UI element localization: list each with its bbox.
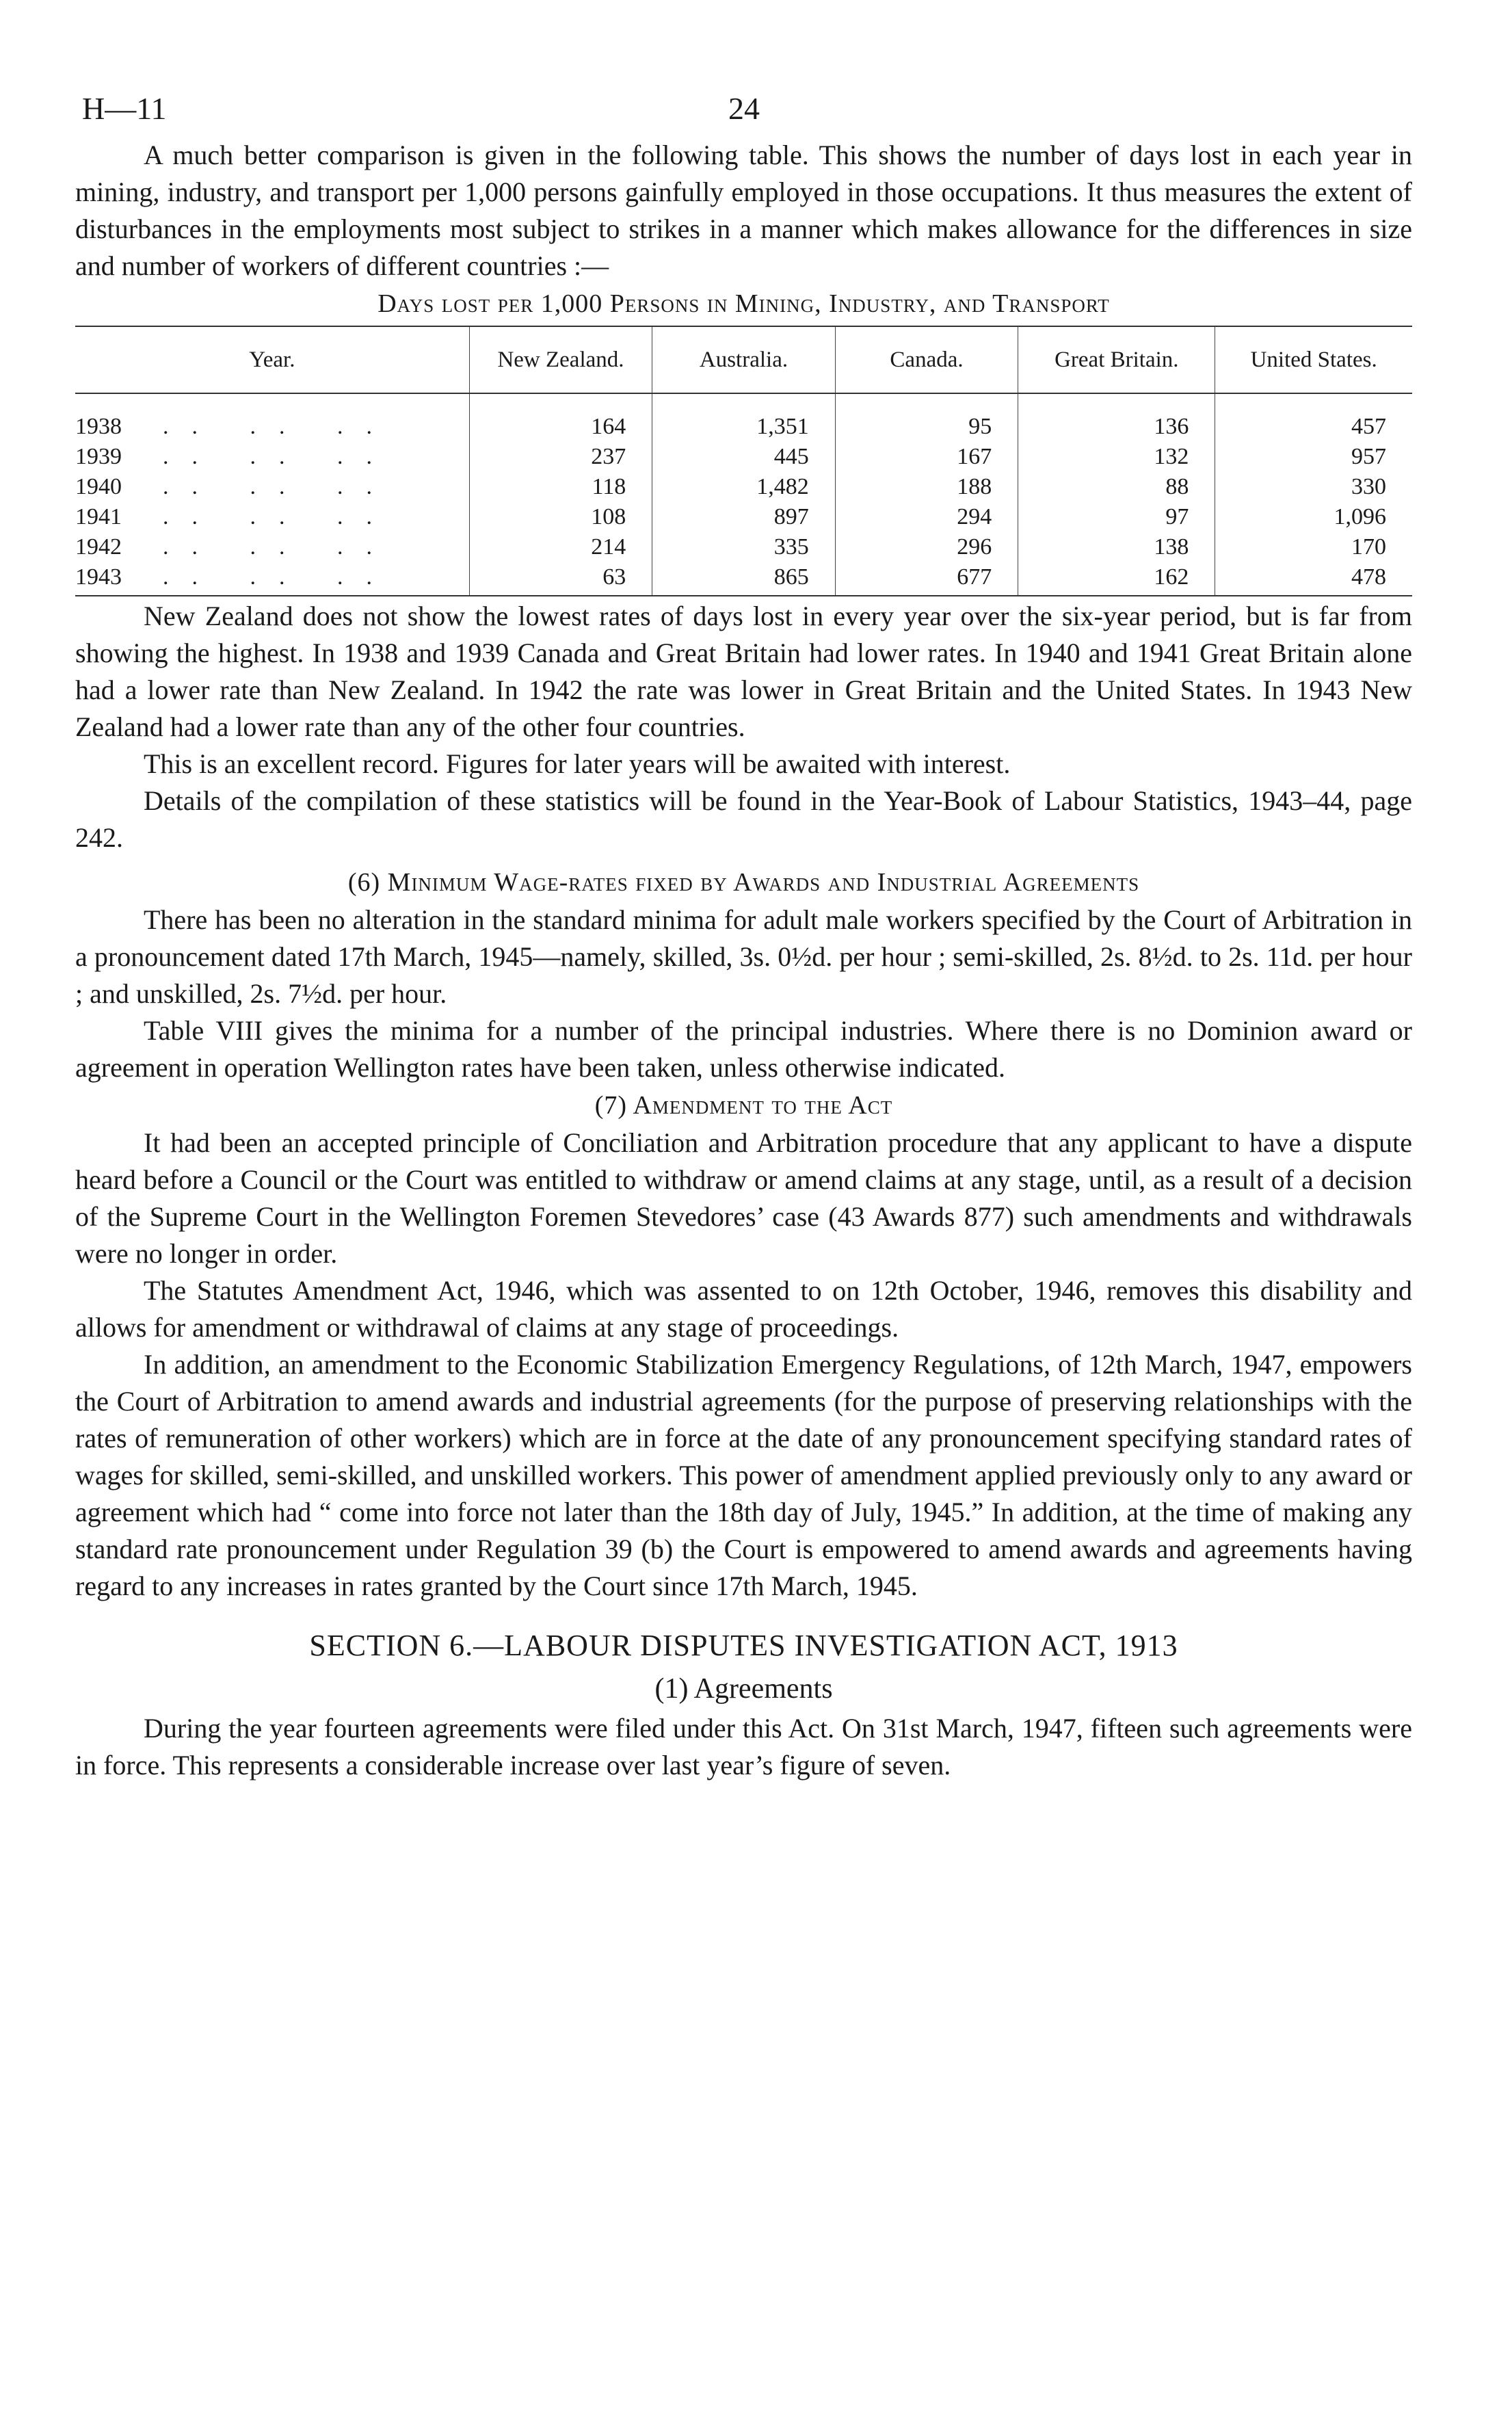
year-cell — [75, 562, 469, 596]
can-cell: 188 — [835, 472, 1018, 502]
nz-cell: 214 — [469, 532, 652, 562]
page-number: 24 — [728, 91, 760, 126]
year-value: 1938 — [75, 414, 122, 439]
aus-cell: 335 — [652, 532, 836, 562]
year-cell — [75, 393, 469, 442]
year-value: 1942 — [75, 534, 122, 560]
heading-amendment-to-act: (7) Amendment to the Act — [594, 1091, 893, 1120]
col-australia: Australia. — [652, 326, 836, 393]
body-paragraph: There has been no alteration in the standard minima for adult male workers specified by the Court of Arbitration in a pronouncement dated 17th March, 1945—namely, skilled, 3s. 0½d. per hour ; semi-skilled, 2s. 8½d. to 2s. 11d. per hour ; and unskilled, 2s. 7½d. per hour. — [75, 904, 1412, 1009]
us-cell: 478 — [1215, 562, 1412, 596]
nz-cell: 237 — [469, 442, 652, 472]
gb-cell: 97 — [1018, 502, 1215, 532]
body-paragraph: During the year fourteen agreements were filed under this Act. On 31st March, 1947, fifteen such agreements were in force. This represents a considerable increase over last year’s figure of seven. — [75, 1713, 1412, 1780]
dot-leader: .. .. .. — [163, 444, 395, 469]
col-new-zealand: New Zealand. — [469, 326, 652, 393]
body-paragraph: Table VIII gives the minima for a number of the principal industries. Where there is no Dominion award or agreement in operation Wellington rates have been taken, unless otherwise indicated. — [75, 1015, 1412, 1083]
nz-cell: 63 — [469, 562, 652, 596]
table-title: Days lost per 1,000 Persons in Mining, Industry, and Transport — [377, 289, 1110, 318]
aus-cell: 897 — [652, 502, 836, 532]
body-paragraph: In addition, an amendment to the Economic Stabilization Emergency Regulations, of 12th March, 1947, empowers the Court of Arbitration to amend awards and industrial agreements (for the purpose of preserving relationships with the rates of remuneration of other workers) which are in force at the date of any pronouncement specifying standard rates of wages for skilled, semi-skilled, and unskilled workers. This power of amendment applied previously only to any award or agreement which had “ come into force not later than the 18th day of July, 1945.” In addition, at the time of making any standard rate pronouncement under Regulation 39 (b) the Court is empowered to amend awards and agreements having regard to any increases in rates granted by the Court since 17th March, 1945. — [75, 1349, 1412, 1601]
year-cell — [75, 442, 469, 472]
can-cell: 677 — [835, 562, 1018, 596]
col-year: Year. — [75, 326, 469, 393]
dot-leader: .. .. .. — [163, 564, 395, 590]
body-paragraph: This is an excellent record. Figures for later years will be awaited with interest. — [144, 748, 1011, 779]
table-row — [75, 393, 1412, 442]
aus-cell: 445 — [652, 442, 836, 472]
table-row — [75, 442, 1412, 472]
table-row — [75, 502, 1412, 532]
year-value: 1943 — [75, 564, 122, 590]
aus-cell: 1,351 — [652, 393, 836, 442]
can-cell: 294 — [835, 502, 1018, 532]
section-heading: SECTION 6.—LABOUR DISPUTES INVESTIGATION ACT, 1913 — [309, 1629, 1178, 1662]
dot-leader: .. .. .. — [163, 504, 395, 529]
heading-minimum-wage-rates: (6) Minimum Wage-rates fixed by Awards and Industrial Agreements — [347, 868, 1140, 897]
year-cell — [75, 502, 469, 532]
gb-cell: 136 — [1018, 393, 1215, 442]
nz-cell: 164 — [469, 393, 652, 442]
year-value: 1939 — [75, 444, 122, 469]
col-canada: Canada. — [835, 326, 1018, 393]
nz-cell: 118 — [469, 472, 652, 502]
aus-cell: 1,482 — [652, 472, 836, 502]
us-cell: 957 — [1215, 442, 1412, 472]
table-header-row — [75, 326, 1412, 393]
can-cell: 296 — [835, 532, 1018, 562]
us-cell: 170 — [1215, 532, 1412, 562]
body-paragraph: It had been an accepted principle of Conciliation and Arbitration procedure that any applicant to have a dispute heard before a Council or the Court was entitled to withdraw or amend claims at any stage, until, as a result of a decision of the Supreme Court in the Wellington Foremen Stevedores’ case (43 Awards 877) such amendments and withdrawals were no longer in order. — [75, 1127, 1412, 1269]
col-united-states: United States. — [1215, 326, 1412, 393]
dot-leader: .. .. .. — [163, 414, 395, 439]
year-cell — [75, 532, 469, 562]
body-paragraph: Details of the compilation of these statistics will be found in the Year-Book of Labour Statistics, 1943–44, page 242. — [75, 785, 1412, 853]
aus-cell: 865 — [652, 562, 836, 596]
report-code: H—11 — [82, 91, 167, 126]
dot-leader: .. .. .. — [163, 534, 395, 560]
us-cell: 1,096 — [1215, 502, 1412, 532]
can-cell: 167 — [835, 442, 1018, 472]
col-great-britain: Great Britain. — [1018, 326, 1215, 393]
document-page — [75, 82, 1412, 1784]
dot-leader: .. .. .. — [163, 474, 395, 499]
can-cell: 95 — [835, 393, 1018, 442]
gb-cell: 138 — [1018, 532, 1215, 562]
table-row — [75, 472, 1412, 502]
year-value: 1940 — [75, 474, 122, 499]
us-cell: 457 — [1215, 393, 1412, 442]
body-paragraph: The Statutes Amendment Act, 1946, which was assented to on 12th October, 1946, removes this disability and allows for amendment or withdrawal of claims at any stage of proceedings. — [75, 1275, 1412, 1343]
year-cell — [75, 472, 469, 502]
subheading-agreements: (1) Agreements — [654, 1673, 833, 1705]
page-header — [75, 82, 1412, 137]
table-row — [75, 532, 1412, 562]
year-value: 1941 — [75, 504, 122, 529]
table-row — [75, 562, 1412, 596]
intro-paragraph: A much better comparison is given in the following table. This shows the number of days lost in each year in mining, industry, and transport per 1,000 persons gainfully employed in those occupations. It thus measures the extent of disturbances in the employments most subject to strikes in a manner which makes allowance for the differences in size and number of workers of different countries :— — [75, 140, 1412, 281]
us-cell: 330 — [1215, 472, 1412, 502]
gb-cell: 162 — [1018, 562, 1215, 596]
days-lost-table — [75, 326, 1412, 596]
nz-cell: 108 — [469, 502, 652, 532]
body-paragraph: New Zealand does not show the lowest rates of days lost in every year over the six-year period, but is far from showing the highest. In 1938 and 1939 Canada and Great Britain had lower rates. In 1940 and 1941 Great Britain alone had a lower rate than New Zealand. In 1942 the rate was lower in Great Britain and the United States. In 1943 New Zealand had a lower rate than any of the other four countries. — [75, 601, 1412, 742]
gb-cell: 88 — [1018, 472, 1215, 502]
gb-cell: 132 — [1018, 442, 1215, 472]
